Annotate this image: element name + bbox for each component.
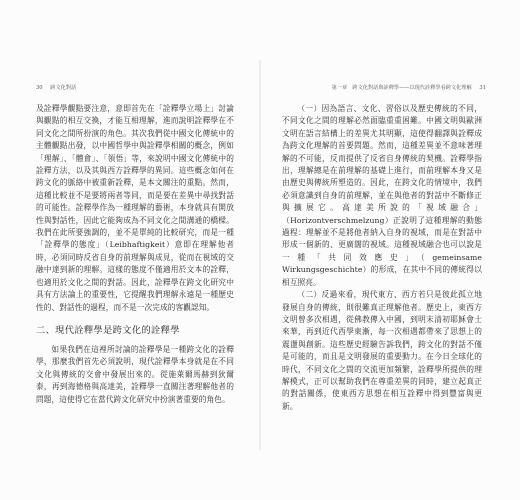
right-running-head bbox=[332, 84, 486, 92]
right-paragraph: （一）因為語言、文化、習俗以及歷史傳統的不同，不同文化之間的理解必然面臨重重困難。中國文明與歐洲文明在語言結構上的差異尤其明顯，這使得翻譯與詮釋成為跨文化理解的首要問題。然而，這種差異並不意味著理解的不可能，反而提供了反省自身傳統的契機。詮釋學指出，理解總是在前理解的基礎上進行，而前理解本身又是由歷史與傳統所塑造的。因此，在跨文化的情境中，我們必須意識到自身的前理解，並在與他者的對話中不斷修正與擴展它。高達美所說的「視域融合」（Horizontverschmelzung）正說明了這種理解的動態過程：理解並不是將他者納入自身的視域，而是在對話中形成一個新的、更廣闊的視域。這種視域融合也可以說是一種「共同效應史」（gemeinsame Wirkungsgeschichte）的形成，在其中不同的傳統得以相互照亮。 bbox=[282, 104, 482, 287]
right-body-text bbox=[282, 103, 482, 413]
left-running-title: 跨文化對話 bbox=[50, 85, 77, 91]
left-page-number: 30 bbox=[36, 85, 43, 91]
section-heading: 二、現代詮釋學是跨文化的詮釋學 bbox=[36, 324, 180, 336]
right-page bbox=[260, 0, 520, 500]
left-paragraph: 及詮釋學觀點要注意，意即首先在「詮釋學立場上」討論與觀點的相互交換，才能互相理解，進而說明詮釋學在不同文化之間所扮演的角色。其次我們從中國文化傳統中的主體觀點出發，以中國哲學中與詮釋學相關的概念，例如「理解」、「體會」、「領悟」等，來說明中國文化傳統中的詮釋方法，以及其與西方詮釋學的異同。這些概念如何在跨文化的脈絡中被重新詮釋，是本文關注的重點。然而，這種比較並不是要將兩者等同，而是要在差異中尋找對話的可能性。詮釋學作為一種理解的藝術，本身就具有開放性與對話性，因此它能夠成為不同文化之間溝通的橋樑。我們在此所要強調的，並不是單純的比較研究，而是一種「詮釋學的態度」（Leibhaftigkeit）意即在理解他者時，必須同時反省自身的前理解與成見，從而在視域的交融中達到新的理解。這樣的態度不僅適用於文本的詮釋，也適用於文化之間的對話。因此，詮釋學在跨文化研究中具有方法論上的重要性，它提醒我們理解永遠是一種歷史性的、對話性的過程，而不是一次完成的客觀認知。 bbox=[36, 104, 234, 312]
left-running-head bbox=[36, 84, 76, 92]
right-paragraph: （二）反過來看，現代東方、西方若只是彼此孤立地發展自身的傳統，則很難真正理解他者。歷史上，東西方文明曾多次相遇，從佛教傳入中國，到明末清初耶穌會士來華，再到近代西學東漸，每一次相遇都帶來了思想上的震盪與創新。這些歷史經驗告訴我們，跨文化的對話不僅是可能的，而且是文明發展的重要動力。在今日全球化的時代，不同文化之間的交流更加頻繁，詮釋學所提供的理解模式，正可以幫助我們在尊重差異的同時，建立起真正的對話關係，使東西方思想在相互詮釋中得到豐富與更新。 bbox=[282, 290, 482, 411]
left-paragraph-after-heading: 如果我們在這裡所討論的詮釋學是一種跨文化的詮釋學，那麼我們首先必須說明，現代詮釋學本身就是在不同文化與傳統的交會中發展出來的。從施萊爾馬赫到狄爾泰，再到海德格與高達美，詮釋學一直關注著理解他者的問題，這使得它在當代跨文化研究中扮演著重要的角色。 bbox=[36, 344, 234, 404]
right-page-number: 31 bbox=[479, 85, 486, 91]
right-running-title: 第一章 跨文化對話與詮釋學——以現代詮釋學看跨文化理解 bbox=[331, 85, 472, 91]
left-body-text bbox=[36, 103, 234, 406]
